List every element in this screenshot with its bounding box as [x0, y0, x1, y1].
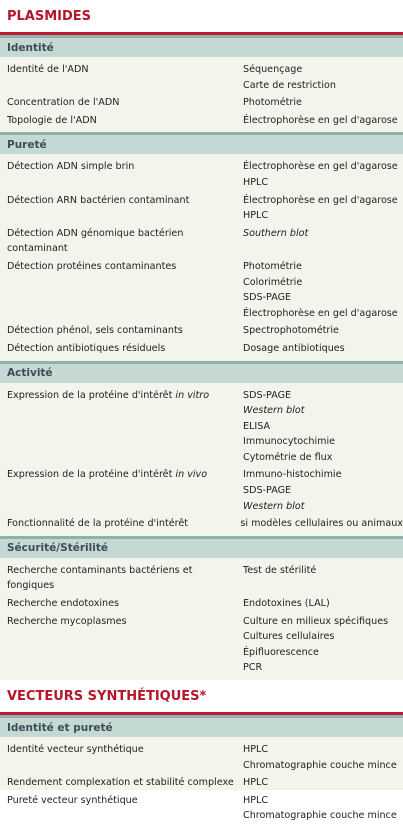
label-text: Identité de l'ADN — [7, 64, 89, 75]
table-row — [0, 113, 403, 129]
label-text: Détection protéines contaminantes — [7, 260, 177, 272]
section-purete — [0, 132, 403, 360]
row-methods — [238, 113, 403, 129]
section-body — [0, 154, 403, 360]
row-label — [0, 775, 238, 791]
row-label — [0, 614, 238, 676]
method-text: HPLC — [243, 176, 269, 188]
row-label — [0, 596, 238, 612]
row-methods — [238, 193, 403, 224]
row-label — [0, 388, 238, 466]
method-text: SDS-PAGE — [243, 389, 292, 401]
row-methods — [238, 775, 403, 791]
method-text: Carte de restriction — [243, 79, 336, 91]
row-methods — [238, 614, 403, 676]
table-row — [0, 159, 403, 190]
label-text: Concentration de l'ADN — [7, 97, 120, 109]
method-text: Cytométrie de flux — [243, 451, 333, 463]
label-text: Recherche contaminants bactériens et fongiques — [7, 564, 193, 592]
label-text: Expression de la protéine d'intérêt — [7, 469, 176, 481]
method-text: Séquençage — [243, 64, 303, 75]
method-text: Photométrie — [243, 260, 302, 272]
method-text: HPLC — [243, 777, 269, 789]
label-text: Expression de la protéine d'intérêt — [7, 389, 176, 401]
label-text: Détection antibiotiques résiduels — [7, 342, 166, 354]
method-text: HPLC — [243, 794, 269, 806]
row-methods — [238, 95, 403, 111]
row-label — [0, 113, 238, 129]
table-row — [0, 388, 403, 466]
label-text: Identité vecteur synthétique — [7, 744, 144, 755]
row-label — [0, 467, 238, 514]
method-text: Immuno-histochimie — [243, 469, 342, 481]
section-body — [0, 737, 403, 828]
method-text: Électrophorèse en gel d'agarose — [243, 114, 398, 126]
method-text: Endotoxines (LAL) — [243, 598, 330, 610]
method-text: si modèles cellulaires ou animaux — [240, 518, 403, 530]
method-text: SDS-PAGE — [243, 485, 292, 497]
row-label — [0, 193, 238, 224]
row-label — [0, 516, 235, 532]
label-text: Fonctionnalité de la protéine d'intérêt — [7, 518, 189, 530]
method-text: HPLC — [243, 744, 269, 755]
row-methods — [238, 467, 403, 514]
row-label — [0, 341, 238, 357]
label-text: Rendement complexation et stabilité complexe — [7, 777, 234, 789]
section-body — [0, 558, 403, 680]
method-text: HPLC — [243, 210, 269, 222]
table-row — [0, 775, 403, 791]
row-methods — [238, 742, 403, 773]
table-row — [0, 516, 403, 532]
section-body — [0, 57, 403, 132]
section-identite — [0, 35, 403, 132]
table-row — [0, 226, 403, 257]
method-text: Western blot — [243, 500, 305, 512]
section-header: Activité — [0, 361, 403, 383]
row-methods — [235, 516, 403, 532]
row-methods — [238, 323, 403, 339]
row-label — [0, 742, 238, 773]
label-text: Détection ARN bactérien contaminant — [7, 194, 190, 206]
method-text: Colorimétrie — [243, 276, 303, 288]
table-row — [0, 95, 403, 111]
label-text: Pureté vecteur synthétique — [7, 794, 138, 806]
row-methods — [238, 226, 403, 257]
row-methods — [238, 341, 403, 357]
row-label — [0, 95, 238, 111]
section-header: Pureté — [0, 132, 403, 154]
row-label — [0, 259, 238, 321]
method-text: PCR — [243, 662, 263, 674]
method-text: Épifluorescence — [243, 646, 319, 658]
table-row — [0, 563, 403, 594]
method-text: Dosage antibiotiques — [243, 342, 345, 354]
row-label — [0, 62, 238, 93]
method-text: Cultures cellulaires — [243, 631, 335, 643]
method-text: Immunocytochimie — [243, 436, 336, 448]
method-text: SDS-PAGE — [243, 292, 292, 304]
section-header: Identité et pureté — [0, 715, 403, 737]
section-header: Sécurité/Stérilité — [0, 536, 403, 558]
section-identite-purete — [0, 715, 403, 828]
table-row — [0, 259, 403, 321]
method-text: Chromatographie couche mince — [243, 759, 397, 771]
method-text: Western blot — [243, 405, 305, 417]
table-row — [0, 793, 403, 824]
row-methods — [238, 62, 403, 93]
method-text: Électrophorèse en gel d'agarose — [243, 161, 398, 173]
label-italic-text: in vitro — [175, 389, 210, 401]
row-label — [0, 563, 238, 594]
method-text: Southern blot — [243, 227, 309, 239]
method-text: Culture en milieux spécifiques — [243, 615, 389, 627]
label-text: Détection ADN simple brin — [7, 161, 135, 173]
row-label — [0, 226, 238, 257]
table-row — [0, 323, 403, 339]
section-header: Identité — [0, 35, 403, 57]
method-text: Électrophorèse en gel d'agarose — [243, 307, 398, 319]
section-body — [0, 383, 403, 536]
section-securite-sterilite — [0, 536, 403, 680]
row-label — [0, 793, 238, 824]
row-methods — [238, 159, 403, 190]
method-text: ELISA — [243, 420, 271, 432]
label-text: Recherche mycoplasmes — [7, 615, 127, 627]
row-methods — [238, 563, 403, 594]
row-label — [0, 159, 238, 190]
table-row — [0, 614, 403, 676]
table-row — [0, 742, 403, 773]
table-row — [0, 467, 403, 514]
method-text: Photométrie — [243, 97, 302, 109]
row-label — [0, 323, 238, 339]
row-methods — [238, 259, 403, 321]
label-text: Topologie de l'ADN — [7, 114, 97, 126]
row-methods — [238, 388, 403, 466]
method-text: Test de stérilité — [243, 564, 317, 576]
section-activite — [0, 361, 403, 536]
row-methods — [238, 596, 403, 612]
row-methods — [238, 793, 403, 824]
table-row — [0, 341, 403, 357]
method-text: Électrophorèse en gel d'agarose — [243, 194, 398, 206]
label-text: Recherche endotoxines — [7, 598, 120, 610]
method-text: Chromatographie couche mince — [243, 810, 397, 822]
table-row — [0, 62, 403, 93]
main-title-vecteurs-synthetiques: VECTEURS SYNTHÉTIQUES* — [0, 680, 403, 712]
method-text: Spectrophotométrie — [243, 325, 339, 337]
main-title-plasmides: PLASMIDES — [0, 0, 403, 32]
table-row — [0, 596, 403, 612]
table-row — [0, 193, 403, 224]
label-italic-text: in vivo — [175, 469, 208, 481]
label-text: Détection ADN génomique bactérien contaminant — [7, 227, 184, 255]
label-text: Détection phénol, sels contaminants — [7, 325, 183, 337]
